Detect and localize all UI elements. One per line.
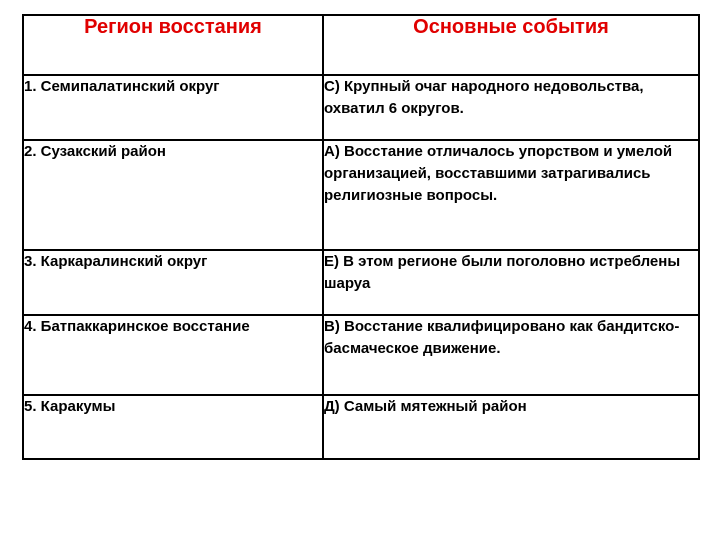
table-row	[23, 140, 699, 250]
table-row	[23, 315, 699, 395]
uprising-events-table	[22, 14, 700, 460]
region-cell: 3. Каркаралинский округ	[23, 250, 323, 315]
table-header-row	[23, 15, 699, 75]
region-cell: 5. Каракумы	[23, 395, 323, 459]
header-region: Регион восстания	[23, 15, 323, 75]
event-cell: С) Крупный очаг народного недовольства, охватил 6 округов.	[323, 75, 699, 140]
table-row	[23, 250, 699, 315]
event-cell: В) Восстание квалифицировано как бандитско-басмаческое движение.	[323, 315, 699, 395]
region-cell: 4. Батпаккаринское восстание	[23, 315, 323, 395]
table-row	[23, 395, 699, 459]
region-cell: 1. Семипалатинский округ	[23, 75, 323, 140]
event-cell: Д) Самый мятежный район	[323, 395, 699, 459]
region-cell: 2. Сузакский район	[23, 140, 323, 250]
header-events: Основные события	[323, 15, 699, 75]
event-cell: Е) В этом регионе были поголовно истреблены шаруа	[323, 250, 699, 315]
event-cell: А) Восстание отличалось упорством и умелой организацией, восставшими затрагивались религиозные вопросы.	[323, 140, 699, 250]
table-row	[23, 75, 699, 140]
